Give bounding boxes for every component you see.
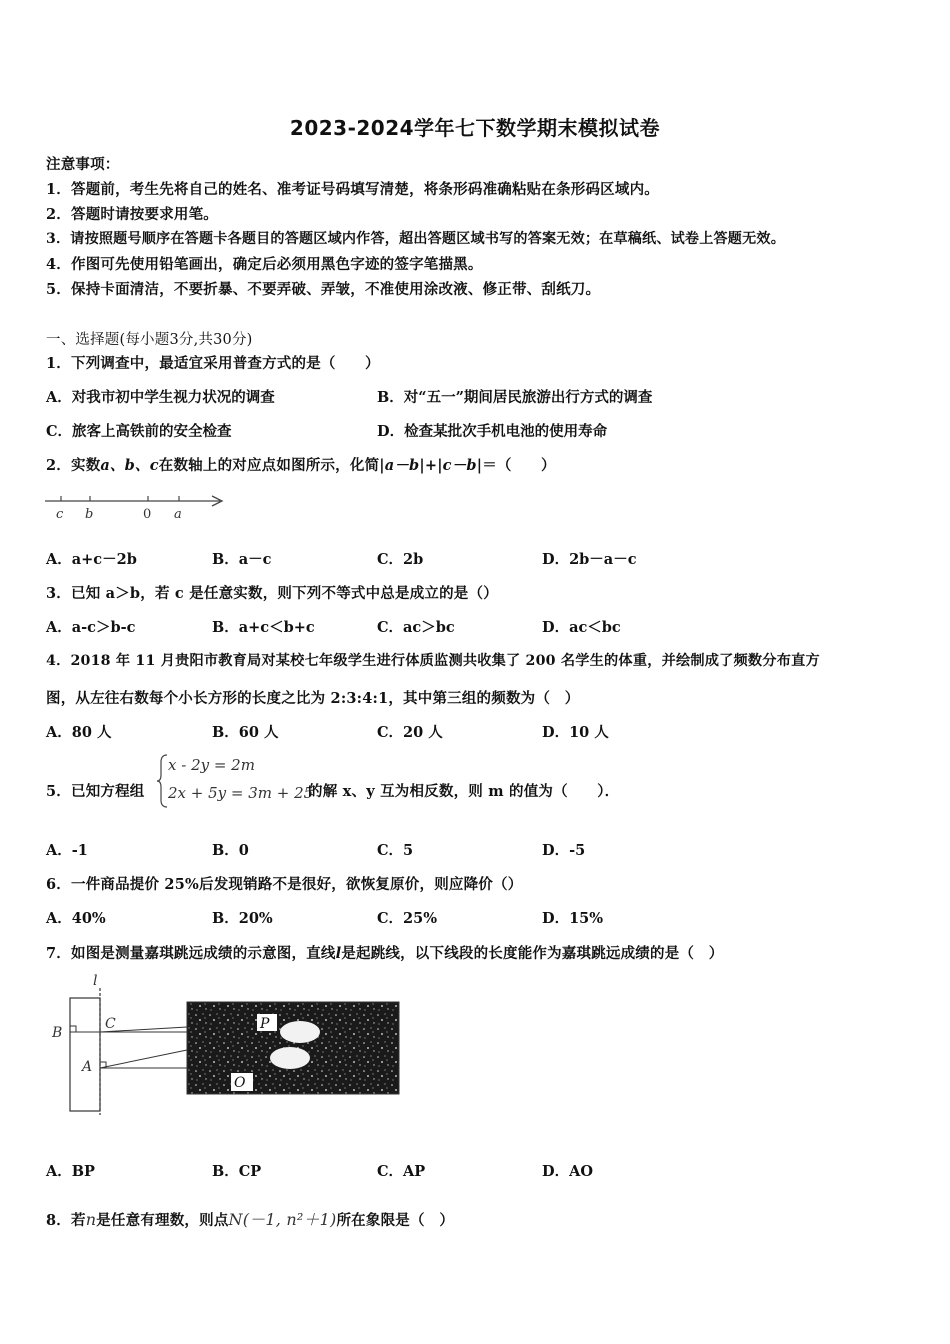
question-4-stem-line2: 图，从左往右数每个小长方形的长度之比为 2:3:4:1，其中第三组的频数为（ ）	[46, 690, 580, 707]
q2-option-a: A．a+c－2b	[46, 551, 137, 568]
q5-option-c: C．5	[377, 842, 414, 859]
notice-heading: 注意事项：	[46, 156, 120, 173]
q1-option-b: B．对“五一”期间居民旅游出行方式的调查	[377, 389, 653, 406]
q6-option-c: C．25%	[377, 910, 437, 927]
q4-option-d: D．10 人	[542, 724, 609, 741]
question-6-stem: 6．一件商品提价 25%后发现销路不是很好，欲恢复原价，则应降价（）	[46, 876, 523, 893]
q8-stem-var: n	[85, 1210, 97, 1229]
q3-option-a: A．a-c＞b-c	[46, 619, 136, 636]
q4-option-b: B．60 人	[212, 724, 279, 741]
q7-option-c: C．AP	[377, 1163, 426, 1180]
label-O: O	[234, 1075, 246, 1091]
section-heading: 一、选择题(每小题3分,共30分)	[46, 332, 253, 348]
q7-stem-suffix: 是起跳线，以下线段的长度能作为嘉琪跳远成绩的是（ ）	[341, 945, 724, 962]
q7-option-a: A．BP	[46, 1163, 95, 1180]
q8-stem-mid: 是任意有理数，则点	[96, 1212, 229, 1229]
question-2-stem	[46, 454, 556, 475]
notice-item: 4．作图可先使用铅笔画出，确定后必须用黑色字迹的签字笔描黑。	[46, 256, 483, 273]
q2-stem-suffix: ＝（ ）	[482, 457, 556, 474]
q5-stem-prefix: 5．已知方程组	[46, 783, 145, 800]
q2-stem-mid: 在数轴上的对应点如图所示，化简|	[158, 457, 385, 474]
label-P: P	[260, 1016, 270, 1032]
label-b: b	[85, 507, 94, 522]
q5-option-b: B．0	[212, 842, 249, 859]
number-line-figure	[40, 490, 240, 522]
q1-option-a: A．对我市初中学生视力状况的调查	[46, 389, 275, 406]
notice-item: 2．答题时请按要求用笔。	[46, 206, 218, 223]
question-1-stem: 1．下列调查中，最适宜采用普查方式的是（ ）	[46, 355, 380, 372]
segment-ap	[100, 1050, 187, 1068]
takeoff-board	[70, 998, 100, 1111]
q2-option-b: B．a－c	[212, 551, 272, 568]
q5-equation-2: 2x + 5y = 3m + 25	[168, 784, 314, 802]
q4-option-a: A．80 人	[46, 724, 112, 741]
question-4-stem-line1: 4．2018 年 11 月贵阳市教育局对某校七年级学生进行体质监测共收集了 200 名学生的体重，并绘制成了频数分布直方	[46, 653, 820, 669]
notice-item: 1．答题前，考生先将自己的姓名、准考证号码填写清楚，将条形码准确粘贴在条形码区域内。	[46, 181, 659, 198]
question-7-stem	[46, 942, 724, 963]
q2-option-c: C．2b	[377, 551, 424, 568]
q5-equation-1: x - 2y = 2m	[168, 756, 255, 774]
question-8-stem	[46, 1207, 454, 1230]
q1-option-c: C．旅客上高铁前的安全检查	[46, 423, 232, 440]
label-B: B	[52, 1025, 63, 1041]
q8-stem-prefix: 8．若	[46, 1212, 86, 1229]
notice-item: 3．请按照题号顺序在答题卡各题目的答题区域内作答，超出答题区域书写的答案无效；在草稿纸、试卷上答题无效。	[46, 231, 785, 247]
q5-stem-suffix: 的解 x、y 互为相反数，则 m 的值为（ ）．	[308, 783, 620, 800]
q5-option-a: A．-1	[46, 842, 88, 859]
q3-option-c: C．ac＞bc	[377, 619, 455, 636]
q7-stem-var: l	[335, 945, 342, 962]
q6-option-d: D．15%	[542, 910, 604, 927]
q7-stem-prefix: 7．如图是测量嘉琪跳远成绩的示意图，直线	[46, 945, 336, 962]
label-A: A	[82, 1059, 93, 1075]
label-C: C	[105, 1016, 116, 1032]
q6-option-a: A．40%	[46, 910, 106, 927]
footprint-lower-icon	[270, 1047, 310, 1069]
q8-stem-point: N(－1, n²＋1)	[228, 1210, 337, 1229]
question-3-stem: 3．已知 a＞b，若 c 是任意实数，则下列不等式中总是成立的是（）	[46, 585, 498, 602]
q7-option-d: D．AO	[542, 1163, 593, 1180]
page-title: 2023-2024学年七下数学期末模拟试卷	[289, 116, 661, 140]
q7-option-b: B．CP	[212, 1163, 262, 1180]
q8-stem-suffix: 所在象限是（ ）	[336, 1212, 455, 1229]
q4-option-c: C．20 人	[377, 724, 443, 741]
label-c: c	[56, 507, 64, 522]
q2-stem-expr: a－b|+|c－b|	[384, 457, 483, 474]
long-jump-figure	[40, 970, 410, 1120]
q5-option-d: D．-5	[542, 842, 586, 859]
q2-option-d: D．2b－a－c	[542, 551, 637, 568]
q6-option-b: B．20%	[212, 910, 273, 927]
notice-item: 5．保持卡面清洁，不要折暴、不要弄破、弄皱，不准使用涂改液、修正带、刮纸刀。	[46, 281, 601, 298]
q3-option-b: B．a+c＜b+c	[212, 619, 315, 636]
q2-stem-vars: a、b、c	[100, 457, 159, 474]
label-l: l	[93, 973, 98, 989]
label-a: a	[174, 507, 182, 522]
footprint-upper-icon	[280, 1021, 320, 1043]
label-0: 0	[143, 507, 152, 522]
q1-option-d: D．检查某批次手机电池的使用寿命	[377, 423, 608, 440]
q3-option-d: D．ac＜bc	[542, 619, 621, 636]
q2-stem-prefix: 2．实数	[46, 457, 101, 474]
